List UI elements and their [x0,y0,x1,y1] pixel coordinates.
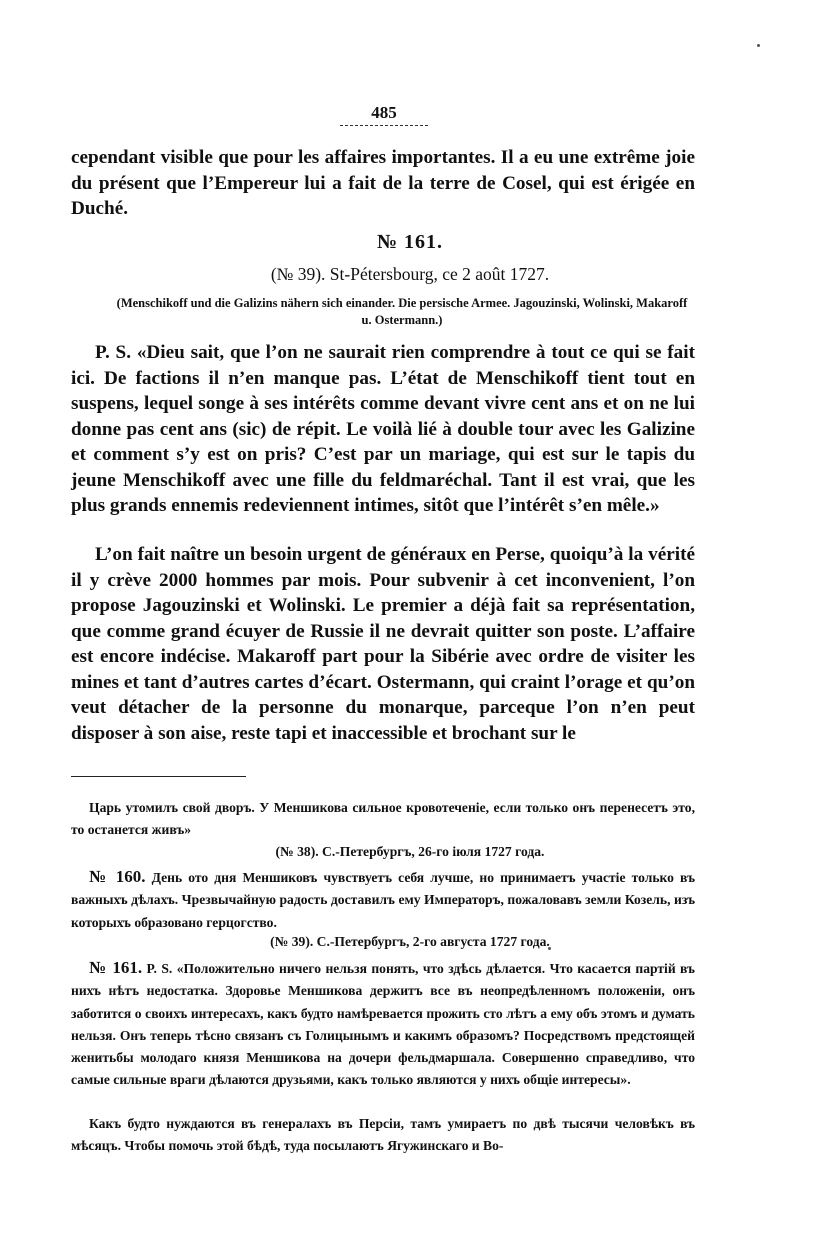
footnote-text-1: Царь утомилъ свой дворъ. У Меншикова сильное кровотеченіе, если только онъ перенесетъ это, то останется живъ» [71,800,695,838]
footnote-text-2: День ото дня Меншиковъ чувствуетъ себя лучше, но принимаетъ участіе только въ важныхъ дѣлахъ. Чрезвычайную радость доставилъ ему Императоръ, пожаловавъ земли Козель, изъ которыхъ образовано герцогство. [71,870,695,930]
document-number: № 161. [376,231,444,253]
dateline: (№ 39). St-Pétersbourg, ce 2 août 1727. [270,264,550,284]
footnote-text-3: P. S. «Положительно ничего нельзя понять, что здѣсь дѣлается. Что касается партій въ нихъ нѣтъ недостатка. Здоровье Меншикова держитъ все въ неопредѣленномъ положеніи, онъ заботится о своихъ интересахъ, какъ будто намѣревается прожить сто лѣтъ а ему объ этомъ и думать нельзя. Онъ теперь тѣсно связанъ съ Голицынымъ и какимъ образомъ? Посредствомъ предстоящей женитьбы молодаго князя Меншикова на дочери фельдмаршала. Совершенно справедливо, что самые сильные враги дѣлаются друзьями, какъ только являются у нихъ общіе интересы». [71,961,695,1088]
footnote-entry-161 [71,957,695,1092]
footnote-dateline-1: (№ 38). С.-Петербургъ, 26-го іюля 1727 года. [275,844,545,859]
paragraph-persia: L’on fait naître un besoin urgent de généraux en Perse, quoiqu’à la vérité il y crève 2000 hommes par mois. Pour subvenir à cet inconvenient, l’on propose Jagouzinski et Wolinski. Le premier a déjà fait sa représentation, que comme grand écuyer de Russie il ne devrait quitter son poste. L’affaire est encore indécise. Makaroff part pour la Sibérie avec ordre de visiter les mines et tant d’autres cartes d’écart. Ostermann, qui craint l’orage et qu’on veut détacher de la personne du monarque, parceque l’on n’en peut disposer à son aise, reste tapi et inaccessible et brochant sur le [71,544,695,744]
summary-note: (Menschikoff und die Galizins nähern sich einander. Die persische Armee. Jagouzinski, Wolinski, Makaroff u. Ostermann.) [116,296,688,327]
footnote-dateline-2: (№ 39). С.-Петербургъ, 2-го августа 1727 года. [270,934,550,949]
paragraph-continuation: cependant visible que pour les affaires importantes. Il a eu une extrême joie du présent que l’Empereur lui a fait de la terre de Cosel, qui est érigée en Duché. [71,147,695,219]
page-number: 485 [340,103,428,126]
paragraph-postscript: P. S. «Dieu sait, que l’on ne saurait rien comprendre à tout ce qui se fait ici. De factions il n’en manque pas. L’état de Menschikoff tient tout en suspens, lequel songe à ses intérêts comme devant vivre cent ans et on ne lui donne pas cent ans (sic) de répit. Le voilà lié à double tour avec les Galizine et comment s’y est on pris? C’est par un mariage, qui est sur le tapis du jeune Menschikoff avec une fille du feldmaréchal. Tant il est vrai, que les plus grands ennemis redeviennent intimes, sitôt que l’intérêt s’en mêle.» [71,342,695,516]
footnote-text-4: Какъ будто нуждаются въ генералахъ въ Персіи, тамъ умираетъ по двѣ тысячи человѣкъ въ мѣсяцъ. Чтобы помочь этой бѣдѣ, туда посылаютъ Ягужинскаго и Во- [71,1116,695,1154]
footnote-number: № 161. [89,958,143,977]
footnote-number: № 160. [89,867,146,886]
footnote-divider [71,776,246,777]
speck-mark [757,44,760,47]
footnote-entry-160 [71,866,695,934]
